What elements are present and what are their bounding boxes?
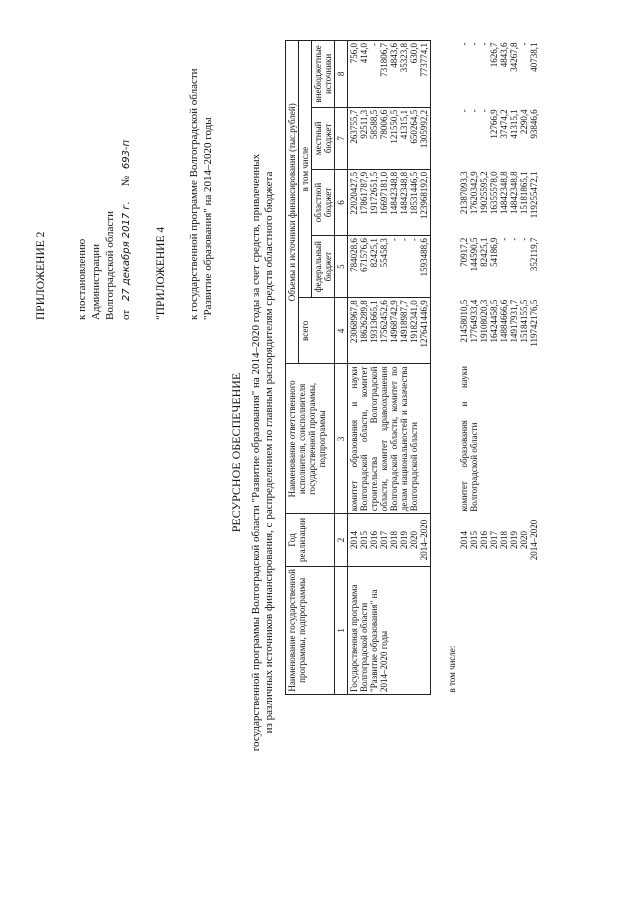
table-cell: 123968192,0 [419,171,429,220]
table-cell: - [459,109,469,113]
header-total: всего [299,298,335,364]
doc-title: РЕСУРСНОЕ ОБЕСПЕЧЕНИЕ [229,372,243,533]
table-cell: - [519,237,529,241]
table-cell: 144590,5 [469,237,479,272]
table-cell: 19025595,2 [479,171,489,215]
table-cell: 78006,6 [379,109,389,140]
table-cell: 4843,6 [499,42,509,68]
fed-column [458,236,540,298]
header-volumes: Объемы и источники финансирования (тыс.рублей) [286,41,299,365]
table-cell: 82425,1 [479,237,489,267]
including-label: в том числе: [447,645,457,693]
table-cell: 23068967,8 [349,300,359,343]
table-cell: 2014 [349,530,359,549]
table-cell: 784028,6 [349,238,359,272]
fed-column [348,236,431,298]
table-cell: 2014–2020 [419,519,429,561]
table-cell: 14842348,8 [399,171,409,215]
table-cell: 19172651,5 [369,171,379,215]
doc-subtitle-2: из различных источников финансирования, с распределением по главным распорядителям средств областного бюджета [263,171,275,734]
table-cell: - [509,237,519,241]
header-executor: Наименование ответственного исполнителя, соисполнителя государственной программы, подпрограммы [286,364,335,514]
table-cell: 2017 [489,530,499,549]
years-column [458,514,540,566]
table-cell: 1305992,2 [419,109,429,149]
table-cell: - [409,238,419,242]
table-cell: 2018 [389,530,399,549]
appendix-line1: к постановлению [76,238,88,320]
resource-table [285,40,540,695]
colnum-8: 8 [335,41,348,108]
colnum-5: 5 [335,236,348,298]
header-ext: внебюджетные источники [312,41,335,108]
table-cell: 14968742,9 [389,300,399,343]
colnum-4: 4 [335,298,348,364]
table-cell: 1593488,6 [419,238,429,277]
colnum-1: 1 [335,566,348,694]
number-prefix: № [120,175,132,187]
table-cell: 630,0 [409,43,419,64]
table-cell: 19182341,0 [409,300,419,343]
table-row [431,41,459,695]
executor-name: комитет образования и науки Волгоградской области [459,366,479,512]
table-cell: - [479,109,489,113]
table-cell: 14842348,8 [499,171,509,215]
date-prefix: от [120,309,132,320]
table-cell: 16697181,0 [379,171,389,215]
table-cell: 2014 [459,530,469,549]
table-cell: 14842348,8 [389,171,399,215]
table-cell: 1626,7 [489,42,499,68]
appendix-date-row [120,140,133,320]
table-cell: 14884666,6 [499,299,509,343]
table-cell: 37474,2 [499,109,509,139]
table-cell: 671576,6 [359,238,369,272]
table-cell: - [479,42,489,46]
table-cell: 127641446,9 [419,300,429,348]
table-cell: - [469,109,479,113]
table-cell: 18626289,8 [359,300,369,343]
table-cell: 352119,7 [529,237,539,272]
table-cell: 2019 [509,530,519,549]
table-cell: 2290,4 [519,109,529,135]
date-value: 27 декабря 2017 г. [121,201,132,302]
table-cell: 2015 [469,530,479,549]
reg-column [458,169,540,235]
colnum-7: 7 [335,107,348,169]
colnum-6: 6 [335,169,348,235]
table-cell: 756,0 [349,43,359,64]
table-cell: 2018 [499,530,509,549]
appendix4-line2: "Развитие образования" на 2014–2020 годы [202,117,214,320]
ext-column [458,41,540,108]
number-value: 693-п [121,139,132,170]
table-cell: 16355578,0 [489,171,499,215]
table-cell: - [519,42,529,46]
table-cell: 12766,9 [489,109,499,139]
table-cell: 4843,6 [389,43,399,68]
table-cell: 18531446,5 [409,171,419,215]
table-cell: 17764933,4 [469,299,479,343]
header-program: Наименование государственной программы, подпрограммы [286,566,335,694]
table-cell: 70917,2 [459,237,469,267]
appendix-line3: Волгоградской области [104,211,116,320]
table-cell: 119742176,5 [529,299,539,347]
table-cell: 119255472,1 [529,171,539,219]
table-cell: 121550,5 [389,109,399,144]
ext-column [348,41,431,108]
appendix-line2: Администрации [90,243,102,320]
colnum-2: 2 [335,514,348,566]
table-cell: - [499,237,509,241]
reg-column [348,169,431,235]
table-cell: - [469,42,479,46]
colnum-3: 3 [335,364,348,514]
table-cell: 2020 [519,530,529,549]
appendix4-line1: к государственной программе Волгоградской области [188,68,200,320]
table-cell: 19108020,3 [479,299,489,343]
table-cell: 19313665,1 [369,300,379,343]
loc-column [348,107,431,169]
table-cell: 41315,1 [509,109,519,139]
table-cell: 21458010,5 [459,299,469,343]
table-cell: - [389,238,399,242]
table-cell: 14917931,7 [509,299,519,343]
table-cell: 773774,1 [419,43,429,77]
table-cell: 17562452,6 [379,300,389,343]
header-reg: областной бюджет [312,169,335,235]
table-cell: 41315,1 [399,109,409,140]
table-cell: 93846,6 [529,109,539,139]
table-cell: 2015 [359,530,369,549]
table-cell: 35323,8 [399,43,409,73]
header-loc: местный бюджет [312,107,335,169]
table-cell: 2014–2020 [529,519,539,561]
table-cell: 731806,7 [379,43,389,77]
table-cell: 15184155,5 [519,299,529,343]
table-cell: 15181865,1 [519,171,529,215]
table-cell: 2016 [369,530,379,549]
table-cell: 34267,8 [509,42,519,72]
header-fed: федеральный бюджет [312,236,335,298]
appendix4-title: "ПРИЛОЖЕНИЕ 4 [155,226,167,320]
table-row [348,41,431,695]
table-cell: - [399,238,409,242]
table-cell: 414,0 [359,43,369,64]
table-cell: - [459,42,469,46]
header-year: Год реализации [286,514,335,566]
table-cell: 2019 [399,530,409,549]
doc-subtitle-1: государственной программы Волгоградской области "Развитие образования" на 2014–2020 годы за счет средств, привлеченных [250,153,262,752]
table-cell: 92511,3 [359,109,369,139]
table-cell: 14918987,7 [399,300,409,343]
table-cell: - [369,43,379,46]
table-cell: 14842348,8 [509,171,519,215]
table-cell: 2020 [409,530,419,549]
table-cell: 2016 [479,530,489,549]
table-cell: 54186,9 [489,237,499,267]
program-name: Государственная программа Волгоградской области "Развитие образования" на 2014–2020 годы [348,566,431,694]
table-cell: 82425,1 [369,238,379,268]
table-cell: 17620342,9 [469,171,479,215]
table-cell: 16424458,5 [489,299,499,343]
table-cell: 58588,5 [369,109,379,140]
table-cell: 2017 [379,530,389,549]
table-cell: 21387093,3 [459,171,469,215]
table-cell: 40738,1 [529,42,539,72]
header-incl: в том числе [299,41,312,298]
table-row [458,41,540,695]
years-column [348,514,431,566]
loc-column [458,107,540,169]
table-cell: 17861787,9 [359,171,369,215]
table-cell: 22020427,5 [349,171,359,215]
table-cell: 55458,3 [379,238,389,268]
total-column [458,298,540,364]
table-cell: 263755,7 [349,109,359,144]
executor-name: комитет образования и науки Волгоградской области, комитет строительства Волгоградской области, комитет здравоохранения Волгоградской области, комитет по делам национальностей и казачества Волгоградской области [348,364,431,514]
appendix-title: ПРИЛОЖЕНИЕ 2 [35,231,47,320]
table-cell: 650264,5 [409,109,419,144]
total-column [348,298,431,364]
